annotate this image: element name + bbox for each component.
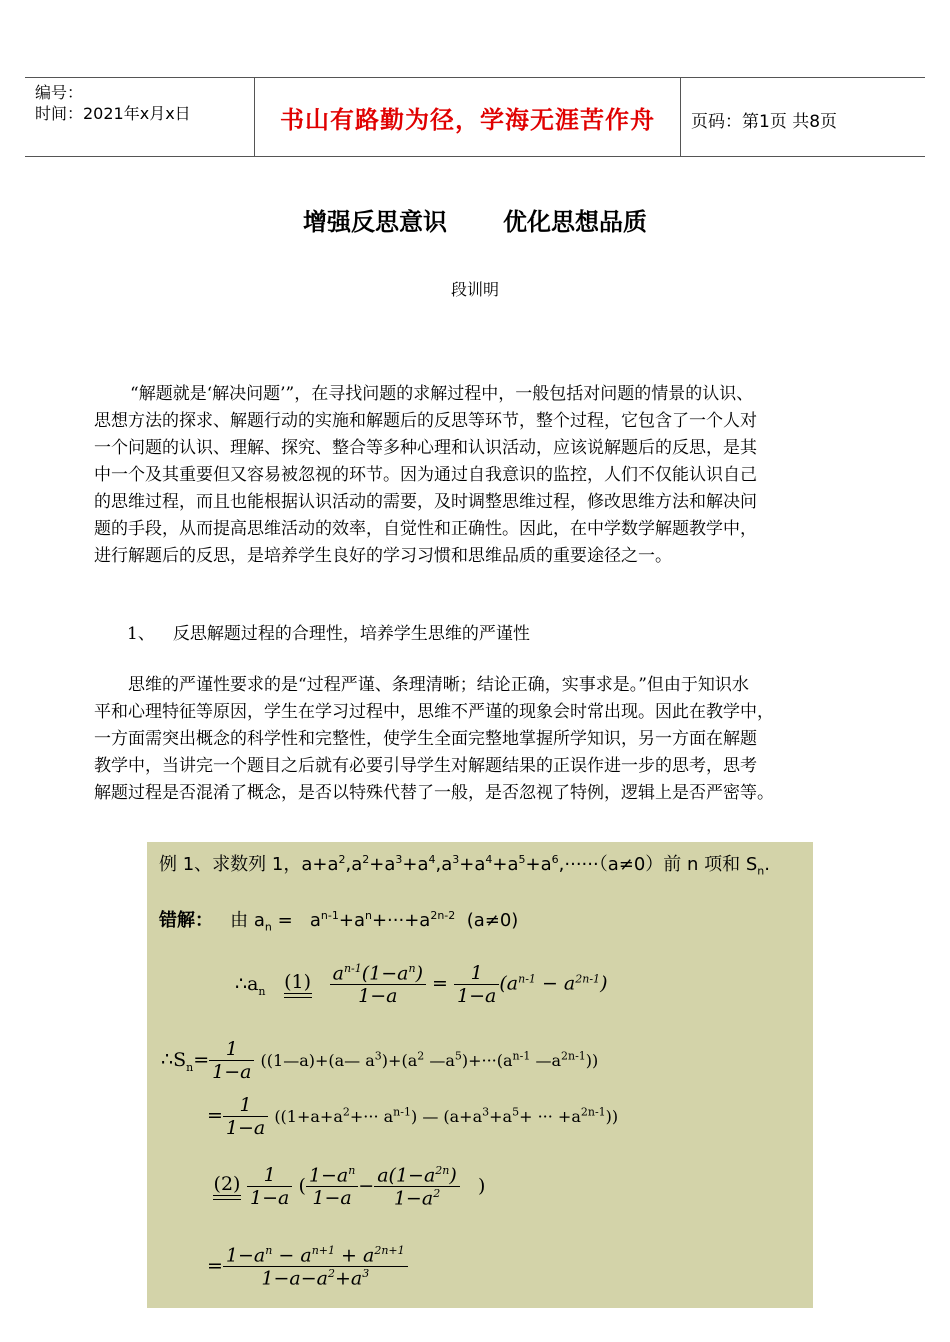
example-figure <box>147 842 813 1308</box>
paragraph-line: 题的手段，从而提高思维活动的效率，自觉性和正确性。因此，在中学数学解题教学中， <box>94 519 757 539</box>
paragraph-line: 的思维过程，而且也能根据认识活动的需要，及时调整思维过程，修改思维方法和解决问 <box>94 492 757 512</box>
paragraph-line: 中一个及其重要但又容易被忽视的环节。因为通过自我意识的监控，人们不仅能认识自己 <box>94 465 757 485</box>
title-part-1: 增强反思意识 <box>303 208 447 236</box>
formula-sn-1: $\therefore S_n=$ $\frac{1}{1-a}$ ((1—a)+(a— $a^3)+(a^2$ $—a^5)+\cdot\cdot\cdot(a^{n-1}$ $—a^{2n-1}$)) <box>161 1038 599 1083</box>
body-paragraph <box>94 672 874 807</box>
paragraph-line: 进行解题后的反思，是培养学生良好的学习习惯和思维品质的重要途径之一。 <box>94 546 672 566</box>
number-label: 编号： <box>35 83 84 102</box>
paragraph-line: 平和心理特征等原因，学生在学习过程中，思维不严谨的现象会时常出现。因此在教学中， <box>94 702 774 722</box>
header-motto: 书山有路勤为径，学海无涯苦作舟 <box>280 106 655 134</box>
title-part-2: 优化思想品质 <box>503 208 647 236</box>
example-problem: 例 1、求数列 1，$a+a^2,a^2+a^3+a^4,a^3+a^4+a^5+a^6,\cdot\cdot\cdot\cdot\cdot\cdot(a\ne 0)$前 n 项和 $S_n$. <box>159 853 771 878</box>
section-heading <box>127 619 530 644</box>
paragraph-line: 思维的严谨性要求的是“过程严谨、条理清晰；结论正确，实事求是。”但由于知识水 <box>128 675 749 695</box>
page-header <box>25 77 925 157</box>
paragraph-line: 教学中，当讲完一个题目之后就有必要引导学生对解题结果的正误作进一步的思考，思考 <box>94 756 757 776</box>
formula-sn-3: (2) $\frac{1}{1-a}$ ( $\frac{1-a^n}{1-a}$ − $\frac{a(1-a^{2n})}{1-a^2}$ ) <box>213 1164 486 1210</box>
wrong-solution-line: 错解： 由 $a_n = a^{n-1}+a^n+\cdot\cdot\cdot+a^{2n-2}$ (a≠0) <box>159 909 519 934</box>
header-meta <box>35 82 191 124</box>
paragraph-line: 一个问题的认识、理解、探究、整合等多种心理和认识活动，应该说解题后的反思，是其 <box>94 438 757 458</box>
paragraph-line: 一方面需突出概念的科学性和完整性，使学生全面完整地掌握所学知识，另一方面在解题 <box>94 729 757 749</box>
time-label: 时间：2021年x月x日 <box>35 104 191 123</box>
document-title <box>0 202 950 237</box>
header-divider <box>680 78 681 156</box>
formula-sn-2: = $\frac{1}{1-a}$ ($(1+a+a^2+\cdot\cdot\cdot a^{n-1})$ — ($a+a^3+a^5+$ ··· $+a^{2n-1}$)) <box>207 1094 619 1139</box>
paragraph-line: 解题过程是否混淆了概念，是否以特殊代替了一般，是否忽视了特例，逻辑上是否严密等。 <box>94 783 774 803</box>
formula-an: $\therefore a_n$ (1) $\frac{a^{n-1}(1-a^n)}{1-a}$ = $\frac{1}{1-a}$ $(a^{n-1} - a^{2n-1})$ <box>235 962 608 1008</box>
intro-paragraph <box>94 381 874 570</box>
page-info: 页码：第1页 共8页 <box>691 112 838 132</box>
paragraph-line: 思想方法的探求、解题行动的实施和解题后的反思等环节，整个过程，它包含了一个人对 <box>94 411 757 431</box>
formula-sn-4: = $\frac{1-a^n - a^{n+1} + a^{2n+1}}{1-a-a^2+a^3}$ <box>207 1244 408 1290</box>
author: 段训明 <box>450 280 499 299</box>
section-title: 反思解题过程的合理性，培养学生思维的严谨性 <box>172 624 530 644</box>
section-number: 1、 <box>127 624 155 644</box>
paragraph-line: “解题就是‘解决问题’”，在寻找问题的求解过程中，一般包括对问题的情景的认识、 <box>130 384 754 404</box>
